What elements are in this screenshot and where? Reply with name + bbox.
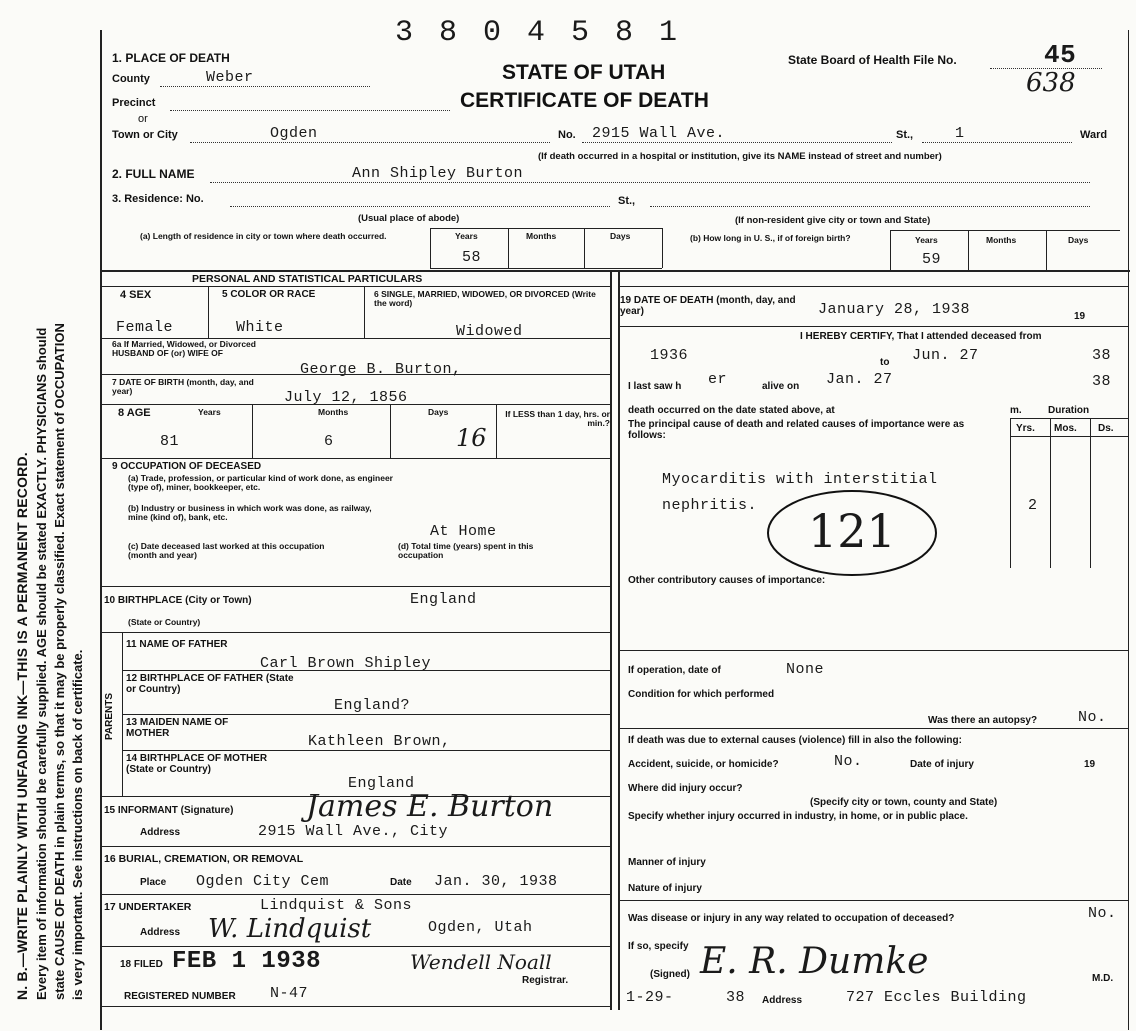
certify-label: I HEREBY CERTIFY, That I attended deceased from	[800, 331, 1042, 342]
alive-on-label: alive on	[762, 381, 800, 392]
dod-year-label: 19	[1074, 311, 1086, 322]
informant-address-label: Address	[140, 827, 181, 838]
town-value: Ogden	[270, 125, 318, 142]
residence-years-label: Years	[455, 231, 478, 241]
residence-length-label: (a) Length of residence in city or town where death occurred.	[140, 231, 387, 241]
physician-address-label: Address	[762, 995, 803, 1006]
us-months-label: Months	[986, 235, 1017, 245]
registered-number-value: N-47	[270, 985, 309, 1002]
duration-label: Duration	[1048, 405, 1090, 416]
husband-label: 6a If Married, Widowed, or Divorced HUSBAND OF (or) WIFE OF	[112, 339, 256, 358]
if-so-label: If so, specify	[628, 941, 689, 952]
physician-signature: E. R. Dumke	[700, 941, 929, 982]
undertaker-signature: W. Lindquist	[208, 914, 372, 944]
us-length-label: (b) How long in U. S., if of foreign birth?	[690, 233, 851, 243]
signed-date-value: 1-29-	[626, 989, 674, 1006]
contributory-label: Other contributory causes of importance:	[628, 575, 826, 586]
age-years-label: Years	[198, 407, 221, 417]
m-label: m.	[1010, 405, 1022, 416]
principal-cause-label: The principal cause of death and related causes of importance were as follows:	[628, 419, 965, 441]
full-name-value: Ann Shipley Burton	[352, 165, 524, 182]
filed-label: 18 FILED	[120, 959, 163, 970]
last-saw-date: Jan. 27	[826, 371, 893, 388]
attended-to-value: Jun. 27	[912, 347, 979, 364]
burial-date-value: Jan. 30, 1938	[434, 873, 558, 890]
last-saw-suffix: er	[708, 371, 728, 388]
registered-number-label: REGISTERED NUMBER	[124, 991, 236, 1002]
dob-label: 7 DATE OF BIRTH (month, day, and year)	[112, 377, 254, 396]
external-causes-label: If death was due to external causes (violence) fill in also the following:	[628, 735, 962, 746]
certificate-title: CERTIFICATE OF DEATH	[460, 89, 709, 112]
us-days-label: Days	[1068, 235, 1089, 245]
attended-from-value: 1936	[650, 347, 689, 364]
personal-heading: PERSONAL AND STATISTICAL PARTICULARS	[192, 273, 423, 285]
state-heading: STATE OF UTAH	[502, 61, 666, 84]
manner-label: Manner of injury	[628, 857, 706, 868]
or-label: or	[138, 113, 148, 125]
place-of-death-label: 1. PLACE OF DEATH	[112, 51, 230, 65]
nonresident-note: (If non-resident give city or town and State)	[735, 215, 931, 226]
burial-date-label: Date	[390, 877, 412, 888]
cause-line-2: nephritis.	[662, 497, 758, 514]
full-name-label: 2. FULL NAME	[112, 167, 195, 181]
occupation-a-label: (a) Trade, profession, or particular kind of work done, as engineer (type of), miner, bookkeeper, etc.	[128, 473, 393, 492]
age-days-value: 16	[456, 424, 487, 452]
age-years-value: 81	[160, 433, 180, 450]
residence-label: 3. Residence: No.	[112, 193, 204, 205]
less-than-label: If LESS than 1 day, hrs. or min.?	[505, 409, 610, 428]
residence-months-label: Months	[526, 231, 557, 241]
attended-year-value: 38	[1092, 347, 1112, 364]
occupation-value: At Home	[430, 523, 497, 540]
undertaker-value: Lindquist & Sons	[260, 897, 413, 914]
duration-years-label: Yrs.	[1016, 423, 1035, 434]
where-label: Where did injury occur?	[628, 783, 743, 794]
autopsy-value: No.	[1078, 709, 1107, 726]
occupation-label: 9 OCCUPATION OF DECEASED	[112, 461, 262, 472]
us-years-value: 59	[922, 251, 942, 268]
duration-months-label: Mos.	[1054, 423, 1077, 434]
cause-line-1: Myocarditis with interstitial	[662, 471, 938, 488]
color-label: 5 COLOR OR RACE	[222, 289, 316, 300]
signed-label: (Signed)	[650, 969, 690, 980]
address-value: 2915 Wall Ave.	[592, 125, 726, 142]
father-label: 11 NAME OF FATHER	[126, 639, 228, 650]
precinct-label: Precinct	[112, 97, 156, 109]
operation-label: If operation, date of	[628, 665, 721, 676]
physician-address-value: 727 Eccles Building	[846, 989, 1027, 1006]
autopsy-label: Was there an autopsy?	[928, 715, 1038, 726]
accident-label: Accident, suicide, or homicide?	[628, 759, 779, 770]
margin-note-2: Every item of information should be carefully supplied. AGE should be stated EXACTLY. PHYSICIANS should	[34, 327, 49, 1000]
burial-place-value: Ogden City Cem	[196, 873, 330, 890]
marital-value: Widowed	[456, 323, 523, 340]
birthplace-sub-label: (State or Country)	[128, 617, 201, 627]
mother-label: 13 MAIDEN NAME OF MOTHER	[126, 717, 229, 739]
date-of-death-label: 19 DATE OF DEATH (month, day, and year)	[620, 295, 796, 317]
informant-signature: James E. Burton	[306, 789, 554, 824]
registrar-signature: Wendell Noall	[410, 950, 552, 974]
street-label: St.,	[896, 129, 914, 141]
registrar-label: Registrar.	[522, 975, 569, 986]
file-number-handwritten: 638	[1026, 68, 1076, 98]
md-label: M.D.	[1092, 973, 1114, 984]
cause-duration-years: 2	[1028, 497, 1038, 514]
last-saw-label: I last saw h	[628, 381, 682, 392]
margin-note-3: state CAUSE OF DEATH in plain terms, so that it may be properly classified. Exact statement of OCCUPATION	[52, 323, 67, 1000]
informant-label: 15 INFORMANT (Signature)	[104, 805, 234, 816]
county-value: Weber	[206, 69, 254, 86]
specify-industry-label: Specify whether injury occurred in industry, in home, or in public place.	[628, 811, 968, 822]
father-birthplace-value: England?	[334, 697, 411, 714]
burial-place-label: Place	[140, 877, 167, 888]
ward-label: Ward	[1080, 129, 1108, 141]
date-of-death-value: January 28, 1938	[818, 301, 971, 318]
occupation-c-label: (c) Date deceased last worked at this occupation (month and year)	[128, 541, 325, 560]
hospital-note: (If death occurred in a hospital or institution, give its NAME instead of street and number)	[538, 151, 942, 162]
filed-value: FEB 1 1938	[172, 948, 322, 975]
last-saw-year: 38	[1092, 373, 1112, 390]
condition-label: Condition for which performed	[628, 689, 775, 700]
serial-number: 3 8 0 4 5 8 1	[395, 16, 682, 50]
margin-note-1: N. B.—WRITE PLAINLY WITH UNFADING INK—THIS IS A PERMANENT RECORD.	[14, 452, 30, 1000]
undertaker-label: 17 UNDERTAKER	[104, 901, 192, 913]
file-number: 45	[1044, 40, 1077, 70]
us-years-label: Years	[915, 235, 938, 245]
father-value: Carl Brown Shipley	[260, 655, 432, 672]
signed-year-value: 38	[726, 989, 746, 1006]
marital-label: 6 SINGLE, MARRIED, WIDOWED, OR DIVORCED (Write the word)	[374, 289, 596, 308]
birthplace-label: 10 BIRTHPLACE (City or Town)	[104, 595, 252, 606]
county-label: County	[112, 73, 150, 85]
usual-abode-note: (Usual place of abode)	[358, 213, 460, 224]
attended-to-label: to	[880, 357, 890, 368]
specify-city-label: (Specify city or town, county and State)	[810, 797, 998, 808]
accident-value: No.	[834, 753, 863, 770]
parents-label: PARENTS	[104, 692, 115, 740]
margin-note-4: is very important. See instructions on back of certificate.	[70, 649, 85, 1000]
death-occurred-label: death occurred on the date stated above, at	[628, 405, 835, 416]
duration-days-label: Ds.	[1098, 423, 1114, 434]
sex-label: 4 SEX	[120, 289, 152, 301]
age-label: 8 AGE	[118, 407, 151, 419]
address-no-label: No.	[558, 129, 576, 141]
burial-label: 16 BURIAL, CREMATION, OR REMOVAL	[104, 853, 304, 865]
injury-year-label: 19	[1084, 759, 1096, 770]
sex-value: Female	[116, 319, 174, 336]
related-label: Was disease or injury in any way related to occupation of deceased?	[628, 913, 955, 924]
undertaker-address-label: Address	[140, 927, 181, 938]
age-days-label: Days	[428, 407, 449, 417]
mother-birthplace-value: England	[348, 775, 415, 792]
occupation-d-label: (d) Total time (years) spent in this occupation	[398, 541, 534, 560]
operation-value: None	[786, 661, 825, 678]
father-birthplace-label: 12 BIRTHPLACE OF FATHER (State or Country)	[126, 673, 294, 695]
related-value: No.	[1088, 905, 1117, 922]
residence-days-label: Days	[610, 231, 631, 241]
injury-date-label: Date of injury	[910, 759, 974, 770]
residence-street-label: St.,	[618, 195, 636, 207]
town-label: Town or City	[112, 129, 178, 141]
undertaker-address-value: Ogden, Utah	[428, 919, 533, 936]
cause-code: 121	[808, 504, 896, 558]
mother-birthplace-label: 14 BIRTHPLACE OF MOTHER (State or Country)	[126, 753, 268, 775]
age-months-label: Months	[318, 407, 349, 417]
residence-years-value: 58	[462, 249, 482, 266]
file-number-label: State Board of Health File No.	[788, 53, 957, 67]
occupation-b-label: (b) Industry or business in which work was done, as railway, mine (kind of), bank, etc.	[128, 503, 372, 522]
ward-value: 1	[955, 125, 965, 142]
mother-value: Kathleen Brown,	[308, 733, 451, 750]
husband-value: George B. Burton,	[300, 361, 462, 378]
nature-label: Nature of injury	[628, 883, 702, 894]
color-value: White	[236, 319, 284, 336]
informant-address-value: 2915 Wall Ave., City	[258, 823, 449, 840]
dob-value: July 12, 1856	[284, 389, 408, 406]
age-months-value: 6	[324, 433, 334, 450]
birthplace-value: England	[410, 591, 477, 608]
